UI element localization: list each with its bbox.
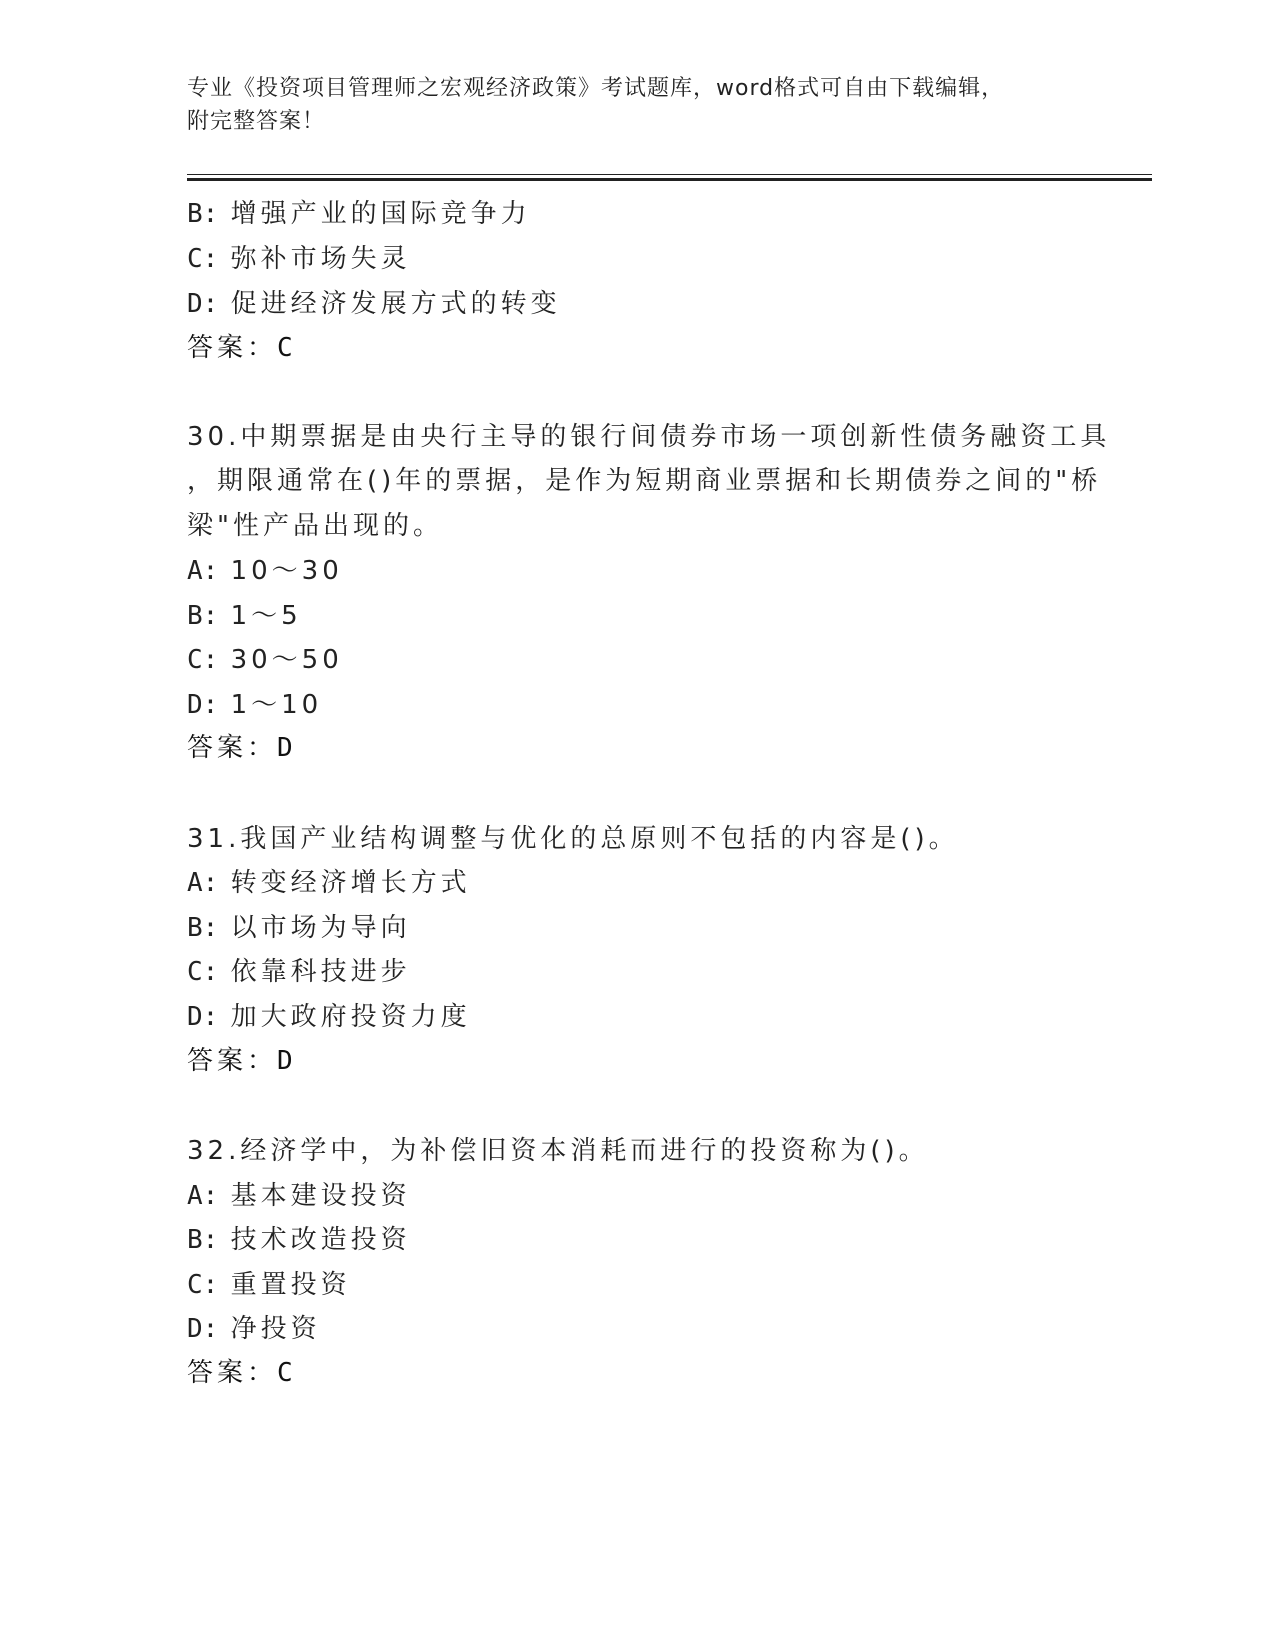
option-letter: C: [187,1270,219,1300]
option-d [187,684,322,721]
answer-label: 答案： [187,333,278,363]
question-stem-line: 31.我国产业结构调整与优化的总原则不包括的内容是()。 [187,824,959,854]
header-line-1: 专业《投资项目管理师之宏观经济政策》考试题库，word格式可自由下载编辑， [187,76,1005,101]
option-letter: D: [187,1314,219,1344]
option-text: 促进经济发展方式的转变 [230,289,561,319]
option-a [187,550,343,587]
option-a [187,862,471,899]
option-b [187,595,302,632]
answer-line [187,1040,293,1077]
option-letter: D: [187,1002,219,1032]
answer-label: 答案： [187,1046,278,1076]
option-b [187,1219,411,1256]
answer-value: C [277,1358,293,1388]
header-divider-thick [187,178,1152,181]
option-letter: B: [187,913,219,943]
option-text: 重置投资 [230,1270,351,1300]
option-c [187,639,343,676]
option-letter: B: [187,199,219,229]
option-b [187,193,531,230]
option-c [187,1264,351,1301]
option-letter: A: [187,1181,219,1211]
option-text: 增强产业的国际竞争力 [230,199,531,229]
option-d [187,996,471,1033]
answer-label: 答案： [187,733,278,763]
option-letter: C: [187,957,219,987]
option-letter: A: [187,556,219,586]
option-d [187,283,561,320]
option-letter: D: [187,690,219,720]
option-d [187,1308,321,1345]
question-stem-line: ，期限通常在()年的票据，是作为短期商业票据和长期债券之间的"桥 [187,466,1102,496]
option-text: 依靠科技进步 [230,957,411,987]
option-b [187,907,411,944]
option-a [187,1175,411,1212]
option-letter: A: [187,868,219,898]
option-text: 30～50 [230,645,343,675]
option-text: 技术改造投资 [230,1225,411,1255]
option-text: 基本建设投资 [230,1181,411,1211]
option-letter: D: [187,289,219,319]
header-line-2: 附完整答案！ [187,109,326,134]
question-stem-line: 梁"性产品出现的。 [187,511,443,541]
option-letter: B: [187,1225,219,1255]
option-text: 1～5 [230,601,302,631]
answer-line [187,327,293,364]
option-text: 净投资 [230,1314,321,1344]
header-divider-thin [187,174,1152,175]
answer-value: D [277,1046,293,1076]
option-text: 10～30 [230,556,343,586]
document-header [187,72,1087,138]
option-text: 转变经济增长方式 [230,868,471,898]
option-letter: B: [187,601,219,631]
question-stem-line: 30.中期票据是由央行主导的银行间债券市场一项创新性债务融资工具 [187,422,1111,452]
option-c [187,238,411,275]
answer-value: C [277,333,293,363]
answer-line [187,1352,293,1389]
option-text: 1～10 [230,690,323,720]
option-letter: C: [187,645,219,675]
option-c [187,951,411,988]
option-text: 加大政府投资力度 [230,1002,471,1032]
answer-label: 答案： [187,1358,278,1388]
option-text: 以市场为导向 [230,913,411,943]
answer-value: D [277,733,293,763]
option-text: 弥补市场失灵 [230,244,411,274]
answer-line [187,727,293,764]
question-stem-line: 32.经济学中，为补偿旧资本消耗而进行的投资称为()。 [187,1136,929,1166]
option-letter: C: [187,244,219,274]
